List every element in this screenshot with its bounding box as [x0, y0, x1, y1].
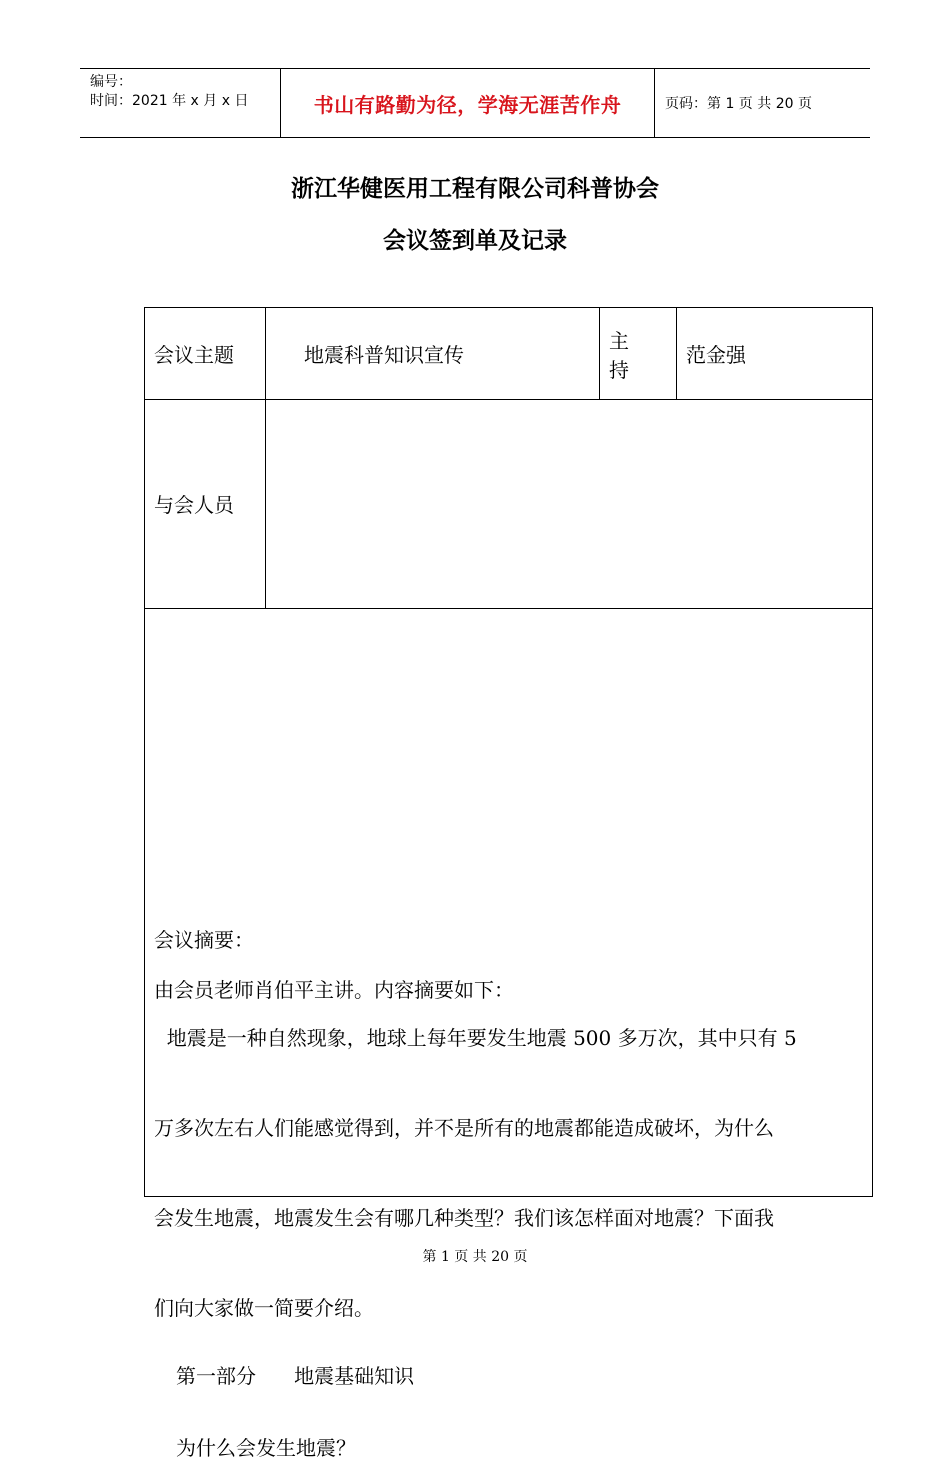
header-meta — [80, 69, 280, 137]
section-heading: 第一部分 地震基础知识 — [176, 1364, 415, 1388]
host-value: 范金强 — [686, 343, 746, 367]
attendees-value — [266, 399, 872, 608]
header-page-info: 页码：第 1 页 共 20 页 — [665, 96, 812, 112]
topic-row — [145, 308, 872, 400]
host-label: 主 持 — [600, 308, 677, 399]
page-footer: 第 1 页 共 20 页 — [422, 1249, 528, 1265]
document-subtitle: 会议签到单及记录 — [383, 228, 567, 254]
document-title: 浙江华健医用工程有限公司科普协会 — [291, 176, 659, 202]
summary-line: 万多次左右人们能感觉得到，并不是所有的地震都能造成破坏，为什么 — [154, 1116, 774, 1140]
topic-label: 会议主题 — [145, 308, 266, 399]
attendees-row — [145, 399, 872, 609]
summary-label: 会议摘要： — [154, 928, 254, 952]
summary-line: 由会员老师肖伯平主讲。内容摘要如下： — [154, 978, 514, 1002]
summary-line: 们向大家做一简要介绍。 — [154, 1296, 374, 1320]
document-time-label: 时间：2021 年 x 月 x 日 — [90, 93, 249, 109]
header-motto: 书山有路勤为径，学海无涯苦作舟 — [280, 69, 655, 137]
summary-question: 为什么会发生地震？ — [176, 1436, 356, 1460]
topic-value: 地震科普知识宣传 — [266, 308, 600, 399]
document-header — [80, 68, 870, 138]
document-number-label: 编号： — [90, 74, 132, 90]
summary-line: 会发生地震，地震发生会有哪几种类型？我们该怎样面对地震？下面我 — [154, 1206, 774, 1230]
summary-line: 地震是一种自然现象，地球上每年要发生地震 500 多万次，其中只有 5 — [154, 1026, 797, 1050]
attendees-label: 与会人员 — [145, 399, 266, 608]
